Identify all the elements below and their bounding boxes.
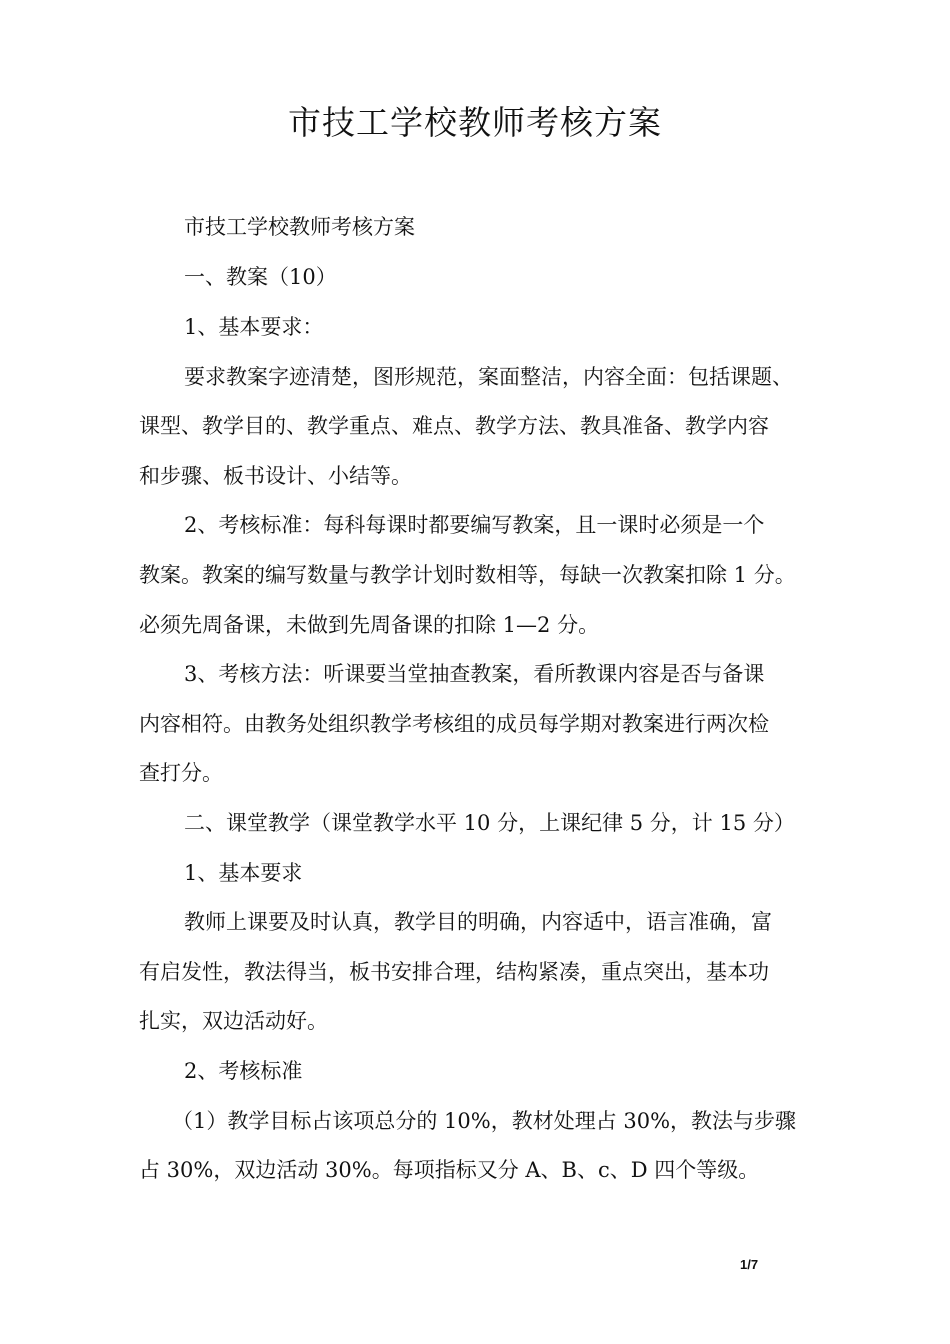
- paragraph-line: 要求教案字迹清楚，图形规范，案面整洁，内容全面：包括课题、: [184, 365, 793, 389]
- paragraph-line: 有启发性，教法得当，板书安排合理，结构紧凑，重点突出，基本功: [139, 960, 769, 984]
- paragraph-line: 和步骤、板书设计、小结等。: [139, 464, 412, 488]
- paragraph-line: 占 30%，双边活动 30%。每项指标又分 A、B、c、D 四个等级。: [139, 1158, 760, 1182]
- subtitle: 市技工学校教师考核方案: [184, 215, 415, 239]
- paragraph-line: 查打分。: [139, 761, 223, 785]
- page-title: 市技工学校教师考核方案: [288, 103, 662, 142]
- section-heading-lesson-plan: 一、教案（10）: [184, 265, 337, 289]
- paragraph-line: （1）教学目标占该项总分的 10%，教材处理占 30%，教法与步骤: [172, 1109, 797, 1133]
- paragraph-line: 教案。教案的编写数量与教学计划时数相等，每缺一次教案扣除 1 分。: [139, 563, 796, 587]
- subsection-heading-assessment-standards: 2、考核标准: [184, 1059, 303, 1083]
- paragraph-line: 2、考核标准：每科每课时都要编写教案，且一课时必须是一个: [184, 513, 765, 537]
- subsection-heading-basic-requirements: 1、基本要求：: [184, 315, 324, 339]
- paragraph-line: 3、考核方法：听课要当堂抽查教案，看所教课内容是否与备课: [184, 662, 765, 686]
- paragraph-line: 教师上课要及时认真，教学目的明确，内容适中，语言准确，富: [184, 910, 772, 934]
- page-number: 1/7: [740, 1257, 759, 1272]
- paragraph-line: 课型、教学目的、教学重点、难点、教学方法、教具准备、教学内容: [139, 414, 769, 438]
- paragraph-line: 扎实，双边活动好。: [139, 1009, 328, 1033]
- subsection-heading-basic-requirements: 1、基本要求: [184, 861, 303, 885]
- section-heading-classroom-teaching: 二、课堂教学（课堂教学水平 10 分，上课纪律 5 分，计 15 分）: [184, 811, 795, 835]
- paragraph-line: 内容相符。由教务处组织教学考核组的成员每学期对教案进行两次检: [139, 712, 769, 736]
- paragraph-line: 必须先周备课，未做到先周备课的扣除 1—2 分。: [139, 613, 600, 637]
